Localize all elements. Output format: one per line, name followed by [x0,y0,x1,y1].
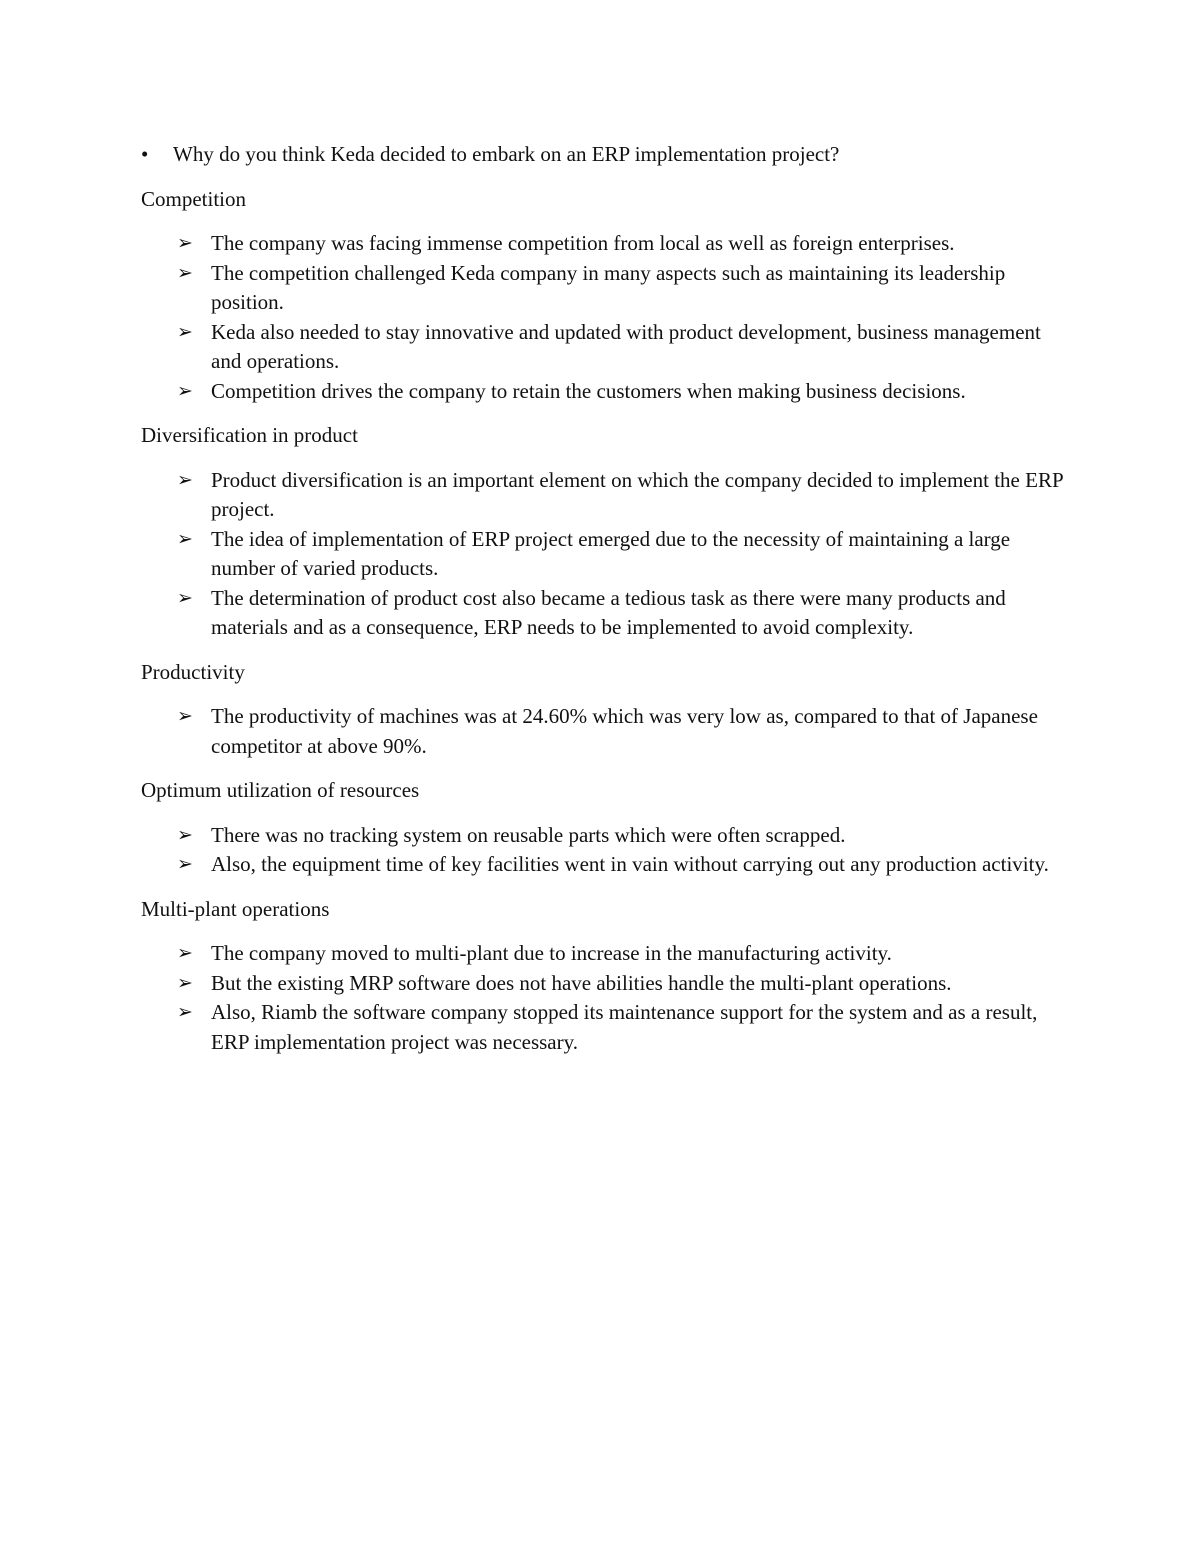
list-item [141,850,1071,880]
section-list-resources [141,821,1071,880]
list-item-text: There was no tracking system on reusable parts which were often scrapped. [211,822,846,847]
arrow-bullet-icon: ➢ [177,527,193,550]
list-item-text: The company was facing immense competition from local as well as foreign enterprises. [211,231,955,255]
list-item-text: Competition drives the company to retain the customers when making business decisions. [211,378,966,403]
arrow-bullet-icon: ➢ [177,705,193,727]
section-list-productivity [141,702,1071,761]
list-item [141,702,1071,761]
list-item [141,377,1071,407]
list-item [141,939,1071,969]
list-item-text: The idea of implementation of ERP project emerged due to the necessity of maintaining a large number of varied products. [211,526,1011,580]
arrow-bullet-icon: ➢ [177,261,193,284]
arrow-bullet-icon: ➢ [177,853,193,875]
arrow-bullet-icon: ➢ [177,1001,193,1023]
list-item [141,259,1071,318]
list-item [141,318,1071,377]
list-item-text: The productivity of machines was at 24.60% which was very low as, compared to that of Japanese competitor at above 90%. [211,704,1038,758]
list-item [141,821,1071,851]
section-heading-competition: Competition [141,186,246,211]
list-item [141,969,1071,999]
list-item-text: Also, Riamb the software company stopped its maintenance support for the system and as a result, ERP implementation project was necessary. [211,1000,1038,1054]
arrow-bullet-icon: ➢ [177,468,193,491]
list-item [141,998,1071,1057]
question-text: Why do you think Keda decided to embark on an ERP implementation project? [173,142,840,166]
section-heading-diversification: Diversification in product [141,423,358,447]
arrow-bullet-icon: ➢ [177,942,193,964]
list-item-text: Keda also needed to stay innovative and updated with product development, business management and operations. [211,319,1041,373]
section-list-multi-plant [141,939,1071,1057]
section-heading-resources: Optimum utilization of resources [141,778,420,802]
list-item [141,466,1071,525]
arrow-bullet-icon: ➢ [177,586,193,609]
section-list-diversification [141,466,1071,643]
arrow-bullet-icon: ➢ [177,379,193,402]
arrow-bullet-icon: ➢ [177,320,193,343]
list-item-text: But the existing MRP software does not have abilities handle the multi-plant operations. [211,970,952,995]
section-list-competition [141,229,1071,406]
list-item-text: Also, the equipment time of key facilities went in vain without carrying out any production activity. [211,852,1049,876]
arrow-bullet-icon: ➢ [177,823,193,846]
arrow-bullet-icon: ➢ [177,971,193,994]
section-heading-multi-plant: Multi-plant operations [141,896,330,921]
list-item [141,584,1071,643]
document-body [141,140,1071,1072]
list-item-text: The determination of product cost also became a tedious task as there were many products and materials and as a consequence, ERP needs to be implemented to avoid complexity. [211,585,1006,639]
question-line [141,140,1071,170]
list-item-text: Product diversification is an important element on which the company decided to implement the ERP project. [211,467,1063,521]
section-heading-productivity: Productivity [141,659,245,684]
list-item [141,525,1071,584]
list-item-text: The competition challenged Keda company in many aspects such as maintaining its leadership position. [211,260,1006,314]
arrow-bullet-icon: ➢ [177,232,193,254]
bullet-dot: • [141,142,149,166]
list-item-text: The company moved to multi-plant due to increase in the manufacturing activity. [211,941,892,965]
list-item [141,229,1071,259]
